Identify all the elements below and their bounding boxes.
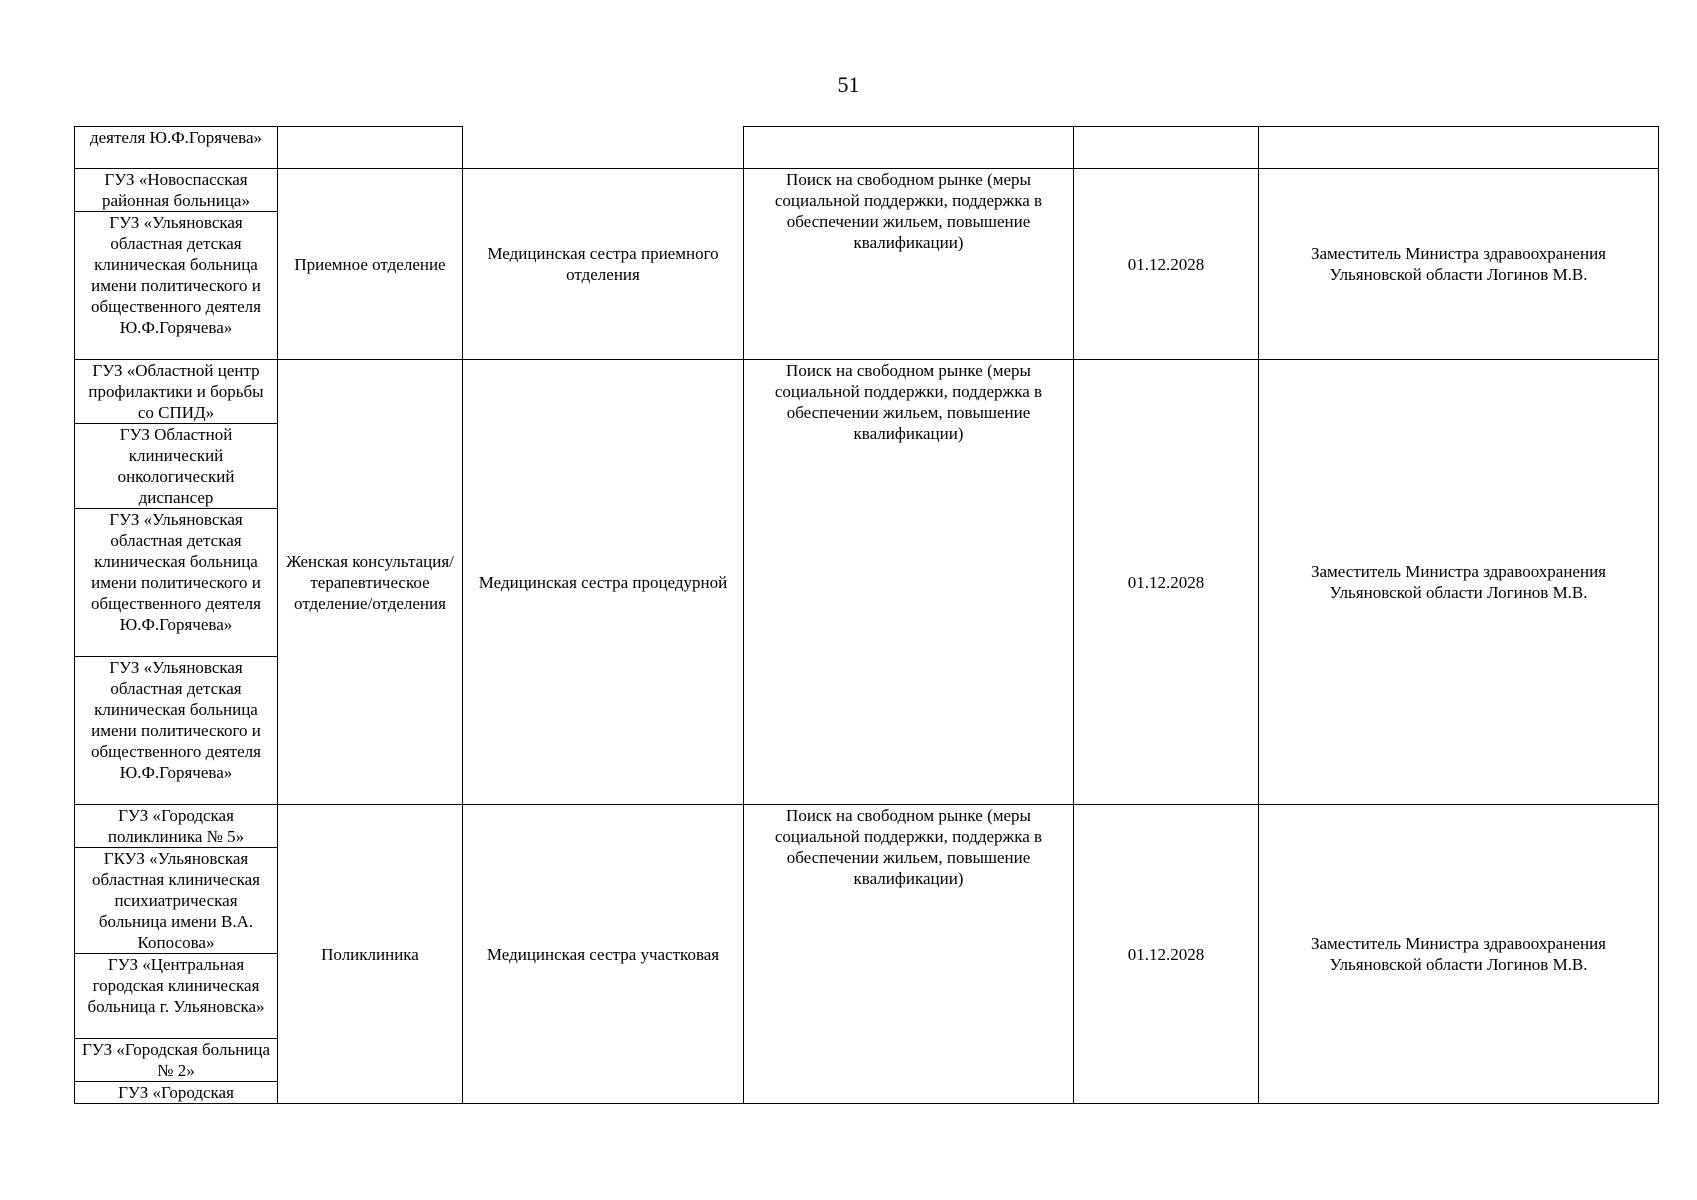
responsible-cell [1259,127,1659,169]
measures-cell [744,127,1074,169]
department-cell [278,127,463,169]
responsible-cell: Заместитель Министра здравоохранения Ульяновской области Логинов М.В. [1259,169,1659,360]
measures-cell: Поиск на свободном рынке (меры социальной поддержки, поддержка в обеспечении жильем, повышение квалификации) [744,169,1074,360]
institution-cell: ГУЗ «Городская поликлиника № 5» [75,805,278,848]
institution-cell: ГУЗ «Областной центр профилактики и борьбы со СПИД» [75,360,278,424]
deadline-cell: 01.12.2028 [1074,805,1259,1104]
position-cell: Медицинская сестра участковая [463,805,744,1104]
institution-cell: ГУЗ «Ульяновская областная детская клиническая больница имени политического и общественного деятеля Ю.Ф.Горячева» [75,212,278,360]
deadline-cell: 01.12.2028 [1074,169,1259,360]
measures-cell: Поиск на свободном рынке (меры социальной поддержки, поддержка в обеспечении жильем, повышение квалификации) [744,360,1074,805]
table-row [75,360,1659,424]
institution-cell: ГУЗ «Центральная городская клиническая больница г. Ульяновска» [75,954,278,1039]
institution-cell: деятеля Ю.Ф.Горячева» [75,127,278,169]
department-cell: Женская консультация/ терапевтическое отделение/отделения [278,360,463,805]
measures-cell: Поиск на свободном рынке (меры социальной поддержки, поддержка в обеспечении жильем, повышение квалификации) [744,805,1074,1104]
institution-cell: ГУЗ «Городская [75,1082,278,1104]
page-number: 51 [837,72,860,97]
institution-cell: ГКУЗ «Ульяновская областная клиническая психиатрическая больница имени В.А. Копосова» [75,848,278,954]
deadline-cell [1074,127,1259,169]
deadline-cell: 01.12.2028 [1074,360,1259,805]
table-row [75,169,1659,212]
table-row [75,805,1659,848]
institution-cell: ГУЗ «Ульяновская областная детская клиническая больница имени политического и общественного деятеля Ю.Ф.Горячева» [75,509,278,657]
institution-cell: ГУЗ Областной клинический онкологический диспансер [75,424,278,509]
department-cell: Поликлиника [278,805,463,1104]
responsible-cell: Заместитель Министра здравоохранения Ульяновской области Логинов М.В. [1259,805,1659,1104]
institution-cell: ГУЗ «Городская больница № 2» [75,1039,278,1082]
position-cell [463,127,744,169]
position-cell: Медицинская сестра приемного отделения [463,169,744,360]
measures-table [74,126,1659,1104]
responsible-cell: Заместитель Министра здравоохранения Ульяновской области Логинов М.В. [1259,360,1659,805]
department-cell: Приемное отделение [278,169,463,360]
institution-cell: ГУЗ «Новоспасская районная больница» [75,169,278,212]
institution-cell: ГУЗ «Ульяновская областная детская клиническая больница имени политического и общественного деятеля Ю.Ф.Горячева» [75,657,278,805]
position-cell: Медицинская сестра процедурной [463,360,744,805]
table-row-continuation [75,127,1659,169]
